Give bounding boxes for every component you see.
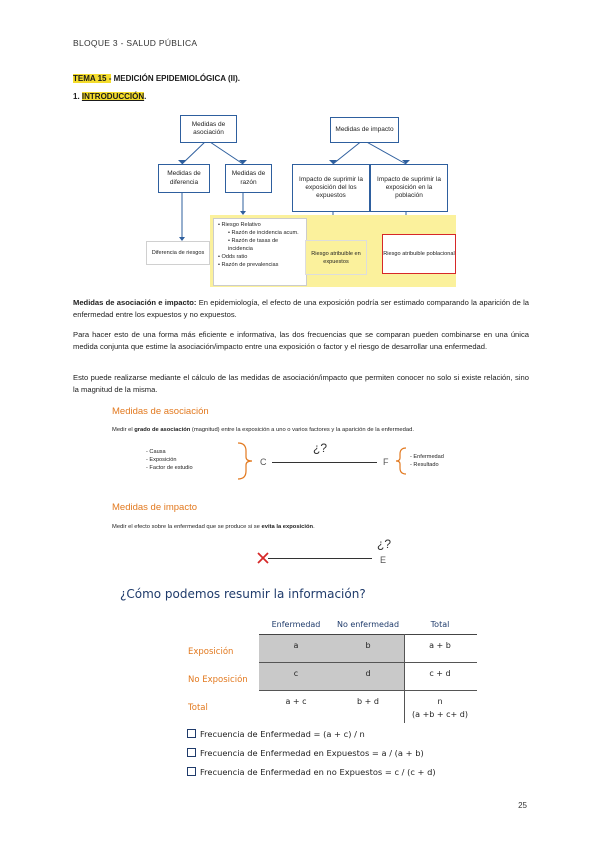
page-number: 25 [518,801,527,810]
cell-a-plus-b: a + b [429,641,451,650]
cause-letter-c: C [260,457,267,467]
effect-letter-f: F [383,457,389,467]
box-razon-list [213,218,307,286]
formula-expuestos: Frecuencia de Enfermedad en Expuestos = a / (a + b) [187,748,424,758]
formula-no-expuestos: Frecuencia de Enfermedad en no Expuestos = c / (c + d) [187,767,436,777]
brace-right [236,441,256,481]
table-mid-line [259,662,477,663]
cause-item: - Causa [146,449,166,455]
box-asociacion: Medidas de asociación [180,115,237,143]
box-impacto-poblacion: Impacto de suprimir la exposición en la población [370,164,448,212]
asociacion-heading: Medidas de asociación [112,406,209,417]
razon-item: • Riesgo Relativo [218,222,261,228]
formula-frecuencia: Frecuencia de Enfermedad = (a + c) / n [187,729,365,739]
impact-line [268,558,372,559]
cell-d: d [365,669,371,678]
question-mark-asociacion: ¿? [313,441,328,455]
razon-item: • Razón de incidencia acum. [228,230,299,236]
brace-left [394,446,408,476]
page-header: BLOQUE 3 - SALUD PÚBLICA [73,38,198,48]
cell-b-plus-d: b + d [357,697,379,706]
paragraph-asociacion-impacto [73,297,529,320]
title-tema: TEMA 15 - [73,74,112,83]
effect-letter-e: E [380,555,387,565]
paragraph-bold: Medidas de asociación e impacto: [73,298,197,307]
col-header-enfermedad: Enfermedad [271,620,321,629]
riesgo-expuestos-text: Riesgo atribuible en expuestos [311,250,361,265]
box-riesgo-expuestos [305,240,367,275]
box-riesgo-poblacional [382,234,456,274]
box-diferencia: Medidas de diferencia [158,164,210,193]
box-impacto-expuestos: Impacto de suprimir la exposición del los expuestos [292,164,370,212]
col-header-no-enfermedad: No enfermedad [336,620,400,629]
impacto-description: Medir el efecto sobre la enfermedad que se produce si se evita la exposición. [112,524,315,530]
paragraph-text: En epidemiología, el efecto de una exposición podría ser estimado comparando la aparición de la enfermedad entre los expuestos y no expuestos. [73,298,529,319]
asociacion-description: Medir el grado de asociación (magnitud) entre la exposición a uno o varios factores y la aparición de la enfermedad. [112,427,414,433]
effects-list [410,453,444,469]
box-diferencia-riesgos [146,241,210,265]
title-text: MEDICIÓN EPIDEMIOLÓGICA (II). [111,74,240,83]
impacto-heading: Medidas de impacto [112,502,198,513]
cell-c-plus-d: c + d [429,669,451,678]
row-label-total: Total [188,703,208,713]
question-mark-impacto: ¿? [377,537,392,551]
cause-item: - Factor de estudio [146,465,193,471]
effect-item: - Resultado [410,462,439,468]
section-number: 1. [73,92,82,101]
cause-item: - Exposición [146,457,177,463]
razon-item: • Odds ratio [218,254,248,260]
association-line [272,462,377,463]
table-top-line [259,634,477,635]
col-header-total: Total [430,620,450,629]
paragraph-combinacion: Para hacer esto de una forma más eficiente e informativa, las dos frecuencias que se comparan pueden combinarse en una única medida conjunta que estime la asociación/impacto entre una exposición o factor y el riesgo de desarrollar una enfermedad. [73,330,529,351]
razon-item: • Razón de tasas de incidencia [228,238,279,252]
checkbox-icon [187,729,196,738]
table-bottom-line [259,690,477,691]
causes-list [146,448,193,472]
row-label-exposicion: Exposición [188,647,234,657]
paragraph-calculo: Esto puede realizarse mediante el cálculo de las medidas de asociación/impacto que permiten conocer no solo si existe relación, sino la magnitud de la misma. [73,373,529,394]
razon-item: • Razón de prevalencias [218,262,279,268]
cell-a: a [293,641,299,650]
row-label-no-exposicion: No Exposición [188,675,248,685]
box-razon: Medidas de razón [225,164,272,193]
effect-item: - Enfermedad [410,454,444,460]
section-label: INTRODUCCIÓN [81,92,145,101]
summary-title: ¿Cómo podemos resumir la información? [120,587,366,601]
cell-a-plus-c: a + c [285,697,307,706]
box-impacto: Medidas de impacto [330,117,399,143]
cell-c: c [293,669,299,678]
diferencia-riesgos-text: Diferencia de riesgos [151,250,205,256]
checkbox-icon [187,748,196,757]
checkbox-icon [187,767,196,776]
cell-n: n [437,697,443,706]
cell-n-detail: (a +b + c+ d) [412,710,468,719]
cell-b: b [365,641,371,650]
section-suffix: . [144,92,147,101]
riesgo-poblacional-text: Riesgo atribuible poblacional [383,251,455,257]
